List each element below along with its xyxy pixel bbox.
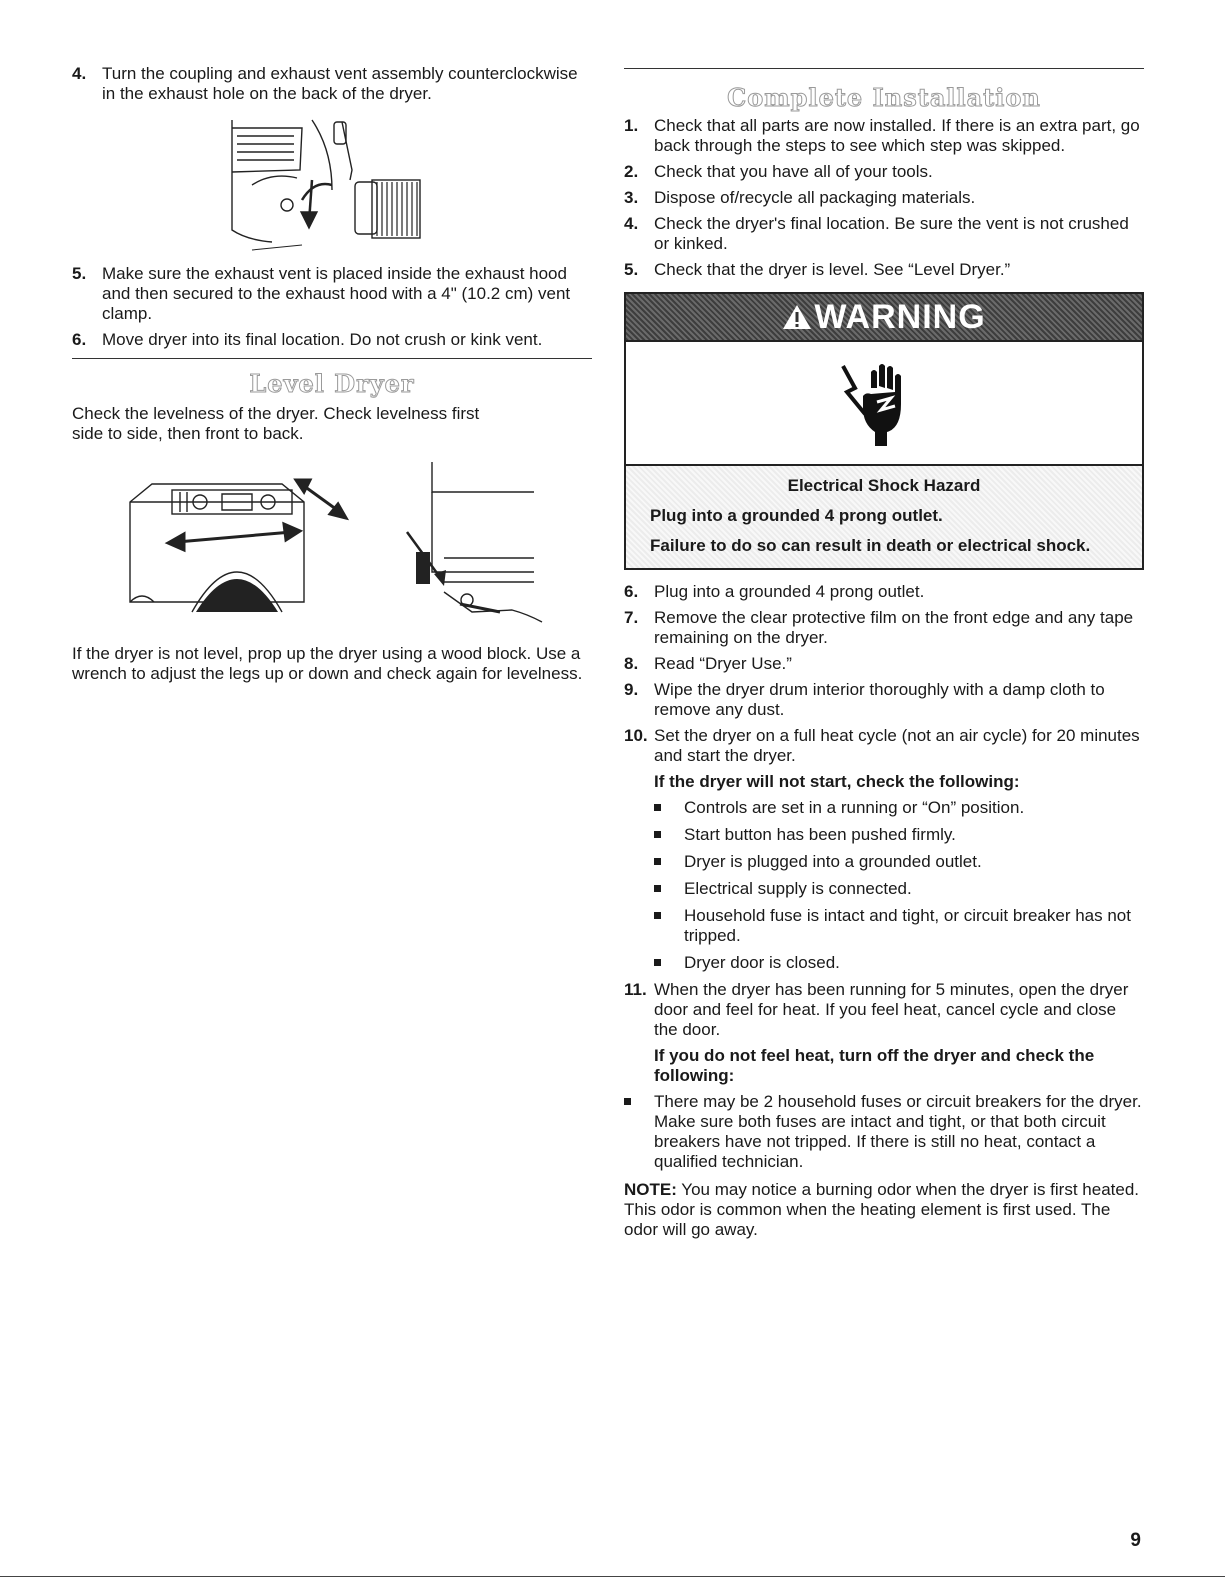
step-10: 10. Set the dryer on a full heat cycle (not an air cycle) for 20 minutes and start the dryer. [624,726,1140,765]
note-paragraph [624,1180,1144,1240]
step-6-left: 6. Move dryer into its final location. Do not crush or kink vent. [72,330,543,349]
left-column [72,64,592,684]
list-item: Dryer is plugged into a grounded outlet. [624,852,1144,872]
step-3: 3. Dispose of/recycle all packaging materials. [624,188,976,207]
step-4-left: 4. Turn the coupling and exhaust vent assembly counterclockwise in the exhaust hole on the back of the dryer. [72,64,578,103]
level-dryer-title: Level Dryer [249,369,415,398]
step-2: 2. Check that you have all of your tools. [624,162,933,181]
note-label: NOTE: [624,1180,677,1199]
step-4: 4. Check the dryer's final location. Be sure the vent is not crushed or kinked. [624,214,1129,253]
list-item: Controls are set in a running or “On” position. [624,798,1144,818]
page-bottom-rule [0,1576,1225,1577]
list-item: Dryer door is closed. [624,953,1144,973]
level-intro: Check the levelness of the dryer. Check levelness first side to side, then front to back. [72,404,480,443]
right-column [624,68,1144,1240]
leveling-illustration [72,462,592,632]
step-8: 8. Read “Dryer Use.” [624,654,792,673]
page-number: 9 [1130,1530,1141,1551]
section-divider [72,358,592,359]
note-text: You may notice a burning odor when the dryer is first heated. This odor is common when the heating element is first used. The odor will go away. [624,1180,1140,1239]
step-1: 1. Check that all parts are now installed. If there is an extra part, go back through the steps to see which step was skipped. [624,116,1140,155]
list-item: Household fuse is intact and tight, or circuit breaker has not tripped. [624,906,1144,946]
step-9: 9. Wipe the dryer drum interior thoroughly with a damp cloth to remove any dust. [624,680,1105,719]
step-text: Turn the coupling and exhaust vent assembly counterclockwise in the exhaust hole on the back of the dryer. [102,64,578,103]
step-5: 5. Check that the dryer is level. See “Level Dryer.” [624,260,1011,279]
warning-header [626,294,1142,340]
level-outro: If the dryer is not level, prop up the dryer using a wood block. Use a wrench to adjust the legs up or down and check again for levelness. [72,644,583,683]
step-text: Make sure the exhaust vent is placed inside the exhaust hood and then secured to the exhaust hood with a 4" (10.2 cm) vent clamp. [102,264,571,323]
step-7: 7. Remove the clear protective film on the front edge and any tape remaining on the dryer. [624,608,1134,647]
warning-box [624,292,1144,570]
step-text: Move dryer into its final location. Do not crush or kink vent. [102,330,543,349]
step-11: 11. When the dryer has been running for 5 minutes, open the dryer door and feel for heat. If you feel heat, cancel cycle and close the door. [624,980,1129,1039]
warning-title: WARNING [814,297,986,336]
step-5-left: 5. Make sure the exhaust vent is placed inside the exhaust hood and then secured to the exhaust hood with a 4" (10.2 cm) vent clamp. [72,264,571,323]
warning-line-1: Plug into a grounded 4 prong outlet. [650,506,943,525]
electric-shock-hand-icon [829,358,939,448]
not-start-heading: If the dryer will not start, check the following: [654,772,1020,791]
step-6: 6. Plug into a grounded 4 prong outlet. [624,582,925,601]
no-heat-heading: If you do not feel heat, turn off the dryer and check the following: [654,1046,1095,1085]
warning-hazard: Electrical Shock Hazard [787,476,981,495]
vent-coupling-illustration [72,110,592,260]
list-item: There may be 2 household fuses or circuit breakers for the dryer. Make sure both fuses are intact and tight, or that both circuit breakers have not tripped. If there is still no heat, contact a qualified technician. [624,1092,1144,1172]
warning-line-2: Failure to do so can result in death or electrical shock. [650,536,1091,555]
list-item: Electrical supply is connected. [624,879,1144,899]
section-divider [624,68,1144,69]
complete-installation-title: Complete Installation [727,83,1041,112]
warning-icon-area [626,340,1142,466]
alert-triangle-icon [782,304,812,330]
warning-text-area [626,466,1142,568]
list-item: Start button has been pushed firmly. [624,825,1144,845]
